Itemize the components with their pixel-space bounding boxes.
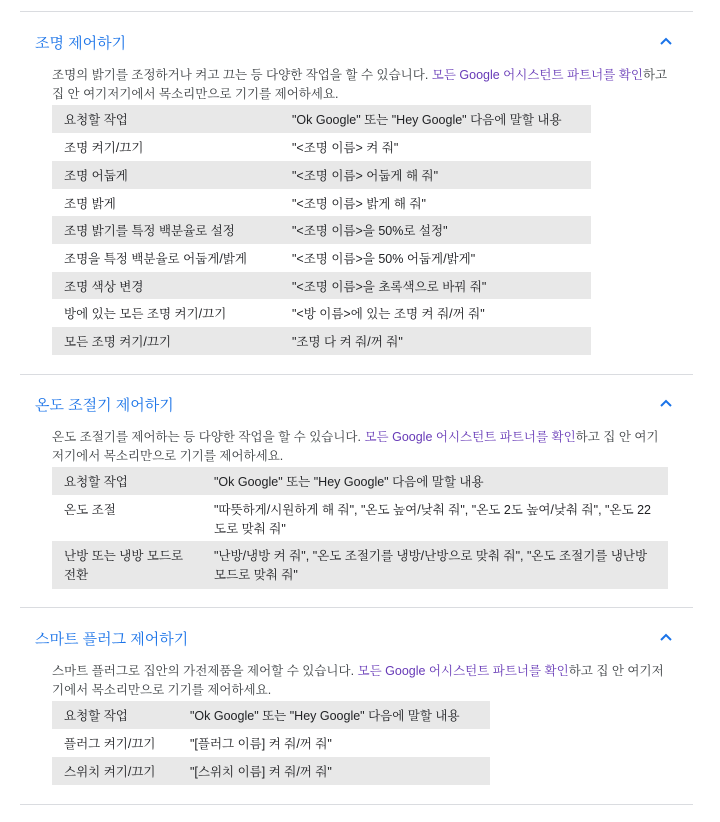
header-cell: "Ok Google" 또는 "Hey Google" 다음에 말할 내용 (292, 113, 562, 127)
table-header-row (52, 467, 668, 495)
table-cell: 스위치 켜기/끄기 (64, 765, 156, 779)
table-cell: "[플러그 이름] 켜 줘/꺼 줘" (190, 737, 332, 751)
chevron-up-icon[interactable] (659, 396, 673, 410)
section-divider (20, 374, 693, 375)
section-header-smart-plugs[interactable] (20, 622, 693, 658)
table-cell: "<조명 이름> 켜 줘" (292, 141, 399, 155)
table-cell: "따뜻하게/시원하게 해 줘", "온도 높여/낮춰 줘", "온도 2도 높여/낮춰 줘", "온도 22도로 맞춰 줘" (214, 503, 651, 536)
table-row (52, 299, 591, 327)
section-title: 온도 조절기 제어하기 (35, 397, 174, 414)
commands-table (52, 467, 668, 589)
section-description: 온도 조절기를 제어하는 등 다양한 작업을 할 수 있습니다. 모든 Google 어시스턴트 파트너를 확인하고 집 안 여기저기에서 목소리만으로 기기를 제어하세요. (52, 430, 659, 463)
section-header-thermostat[interactable] (20, 388, 693, 424)
table-cell: 플러그 켜기/끄기 (64, 737, 156, 751)
table-cell: 조명 밝게 (64, 197, 116, 211)
commands-table (52, 105, 591, 355)
section-divider (20, 804, 693, 805)
table-cell: 모든 조명 켜기/끄기 (64, 335, 172, 349)
table-cell: "[스위치 이름] 켜 줘/꺼 줘" (190, 765, 332, 779)
partners-link[interactable]: 모든 Google 어시스턴트 파트너를 확인 (431, 68, 643, 82)
commands-table (52, 701, 490, 785)
table-cell: "<조명 이름> 어둡게 해 줘" (292, 169, 439, 183)
header-cell: 요청할 작업 (64, 113, 128, 127)
table-cell: "조명 다 켜 줘/꺼 줘" (292, 335, 403, 349)
table-cell: "<방 이름>에 있는 조명 켜 줘/꺼 줘" (292, 307, 485, 321)
section-header-lights[interactable] (20, 26, 693, 62)
header-cell: "Ok Google" 또는 "Hey Google" 다음에 말할 내용 (214, 475, 484, 489)
header-cell: "Ok Google" 또는 "Hey Google" 다음에 말할 내용 (190, 709, 460, 723)
table-cell: 조명 색상 변경 (64, 280, 144, 294)
section-divider (20, 607, 693, 608)
table-row (52, 189, 591, 216)
partners-link[interactable]: 모든 Google 어시스턴트 파트너를 확인 (357, 664, 569, 678)
table-row (52, 729, 490, 757)
section-description: 스마트 플러그로 집안의 가전제품을 제어할 수 있습니다. 모든 Google 어시스턴트 파트너를 확인하고 집 안 여기저기에서 목소리만으로 기기를 제어하세요. (52, 664, 664, 697)
table-cell: "<조명 이름>을 50%로 설정" (292, 224, 448, 238)
table-cell: "<조명 이름>을 초록색으로 바꿔 줘" (292, 280, 487, 294)
table-cell: "난방/냉방 켜 줘", "온도 조절기를 냉방/난방으로 맞춰 줘", "온도 조절기를 냉난방 모드로 맞춰 줘" (214, 549, 648, 582)
chevron-up-icon[interactable] (659, 630, 673, 644)
section-divider (20, 11, 693, 12)
table-row (52, 495, 668, 541)
table-cell: "<조명 이름> 밝게 해 줘" (292, 197, 426, 211)
table-cell: 조명 밝기를 특정 백분율로 설정 (64, 224, 235, 238)
table-row (52, 272, 591, 299)
table-cell: 난방 또는 냉방 모드로 전환 (64, 549, 184, 582)
table-row (52, 327, 591, 355)
chevron-up-icon[interactable] (659, 34, 673, 48)
section-title: 조명 제어하기 (35, 35, 127, 52)
partners-link[interactable]: 모든 Google 어시스턴트 파트너를 확인 (364, 430, 576, 444)
table-cell: 조명 어둡게 (64, 169, 128, 183)
header-cell: 요청할 작업 (64, 475, 128, 489)
table-row (52, 541, 668, 589)
table-row (52, 133, 591, 161)
section-title: 스마트 플러그 제어하기 (35, 631, 189, 648)
table-cell: 조명을 특정 백분율로 어둡게/밝게 (64, 252, 247, 266)
table-row (52, 216, 591, 244)
table-cell: 조명 켜기/끄기 (64, 141, 144, 155)
table-header-row (52, 701, 490, 729)
table-header-row (52, 105, 591, 133)
table-cell: 온도 조절 (64, 503, 116, 517)
table-row (52, 161, 591, 189)
section-description: 조명의 밝기를 조정하거나 켜고 끄는 등 다양한 작업을 할 수 있습니다. 모든 Google 어시스턴트 파트너를 확인하고 집 안 여기저기에서 목소리만으로 기기를 제어하세요. (52, 68, 668, 101)
table-row (52, 244, 591, 272)
table-cell: 방에 있는 모든 조명 켜기/끄기 (64, 307, 227, 321)
header-cell: 요청할 작업 (64, 709, 128, 723)
table-row (52, 757, 490, 785)
table-cell: "<조명 이름>을 50% 어둡게/밝게" (292, 252, 476, 266)
